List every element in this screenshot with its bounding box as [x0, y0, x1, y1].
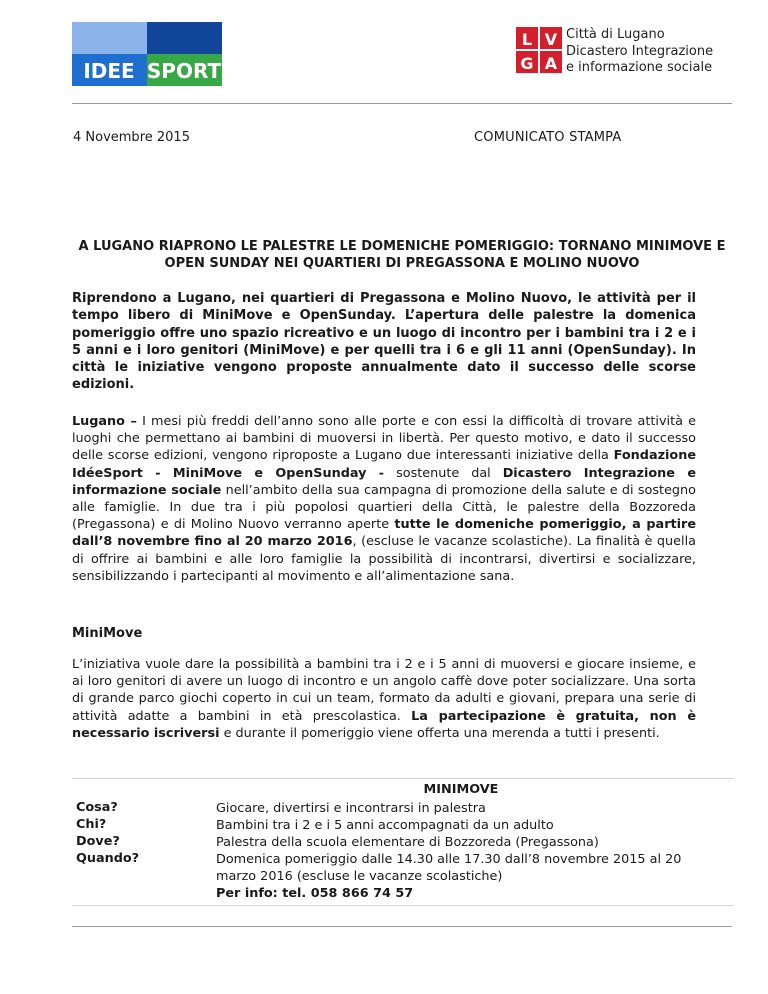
- label-where: Dove?: [76, 834, 120, 849]
- minimove-heading: MiniMove: [72, 626, 143, 641]
- svg-text:A: A: [544, 54, 558, 73]
- table-bottom-border: [72, 905, 734, 906]
- table-top-border: [72, 778, 734, 779]
- svg-text:G: G: [520, 54, 534, 73]
- idee-sport-logo: [72, 22, 222, 86]
- label-what: Cosa?: [76, 800, 118, 815]
- city-department: Città di Lugano Dicastero Integrazione e informazione sociale: [566, 27, 714, 75]
- svg-text:V: V: [544, 30, 558, 49]
- release-date: 4 Novembre 2015: [73, 130, 190, 145]
- press-title: A LUGANO RIAPRONO LE PALESTRE LE DOMENICHE POMERIGGIO: TORNANO MINIMOVE E OPEN SUNDAY NEI QUARTIERI DI PREGASSONA E MOLINO NUOVO: [78, 239, 726, 271]
- table-heading: MINIMOVE: [423, 782, 499, 797]
- value-where: Palestra della scuola elementare di Bozzoreda (Pregassona): [216, 835, 599, 850]
- release-type: COMUNICATO STAMPA: [474, 130, 622, 145]
- value-what: Giocare, divertirsi e incontrarsi in palestra: [216, 801, 486, 816]
- sport-word: SPORT: [146, 59, 222, 83]
- idee-word: IDEE: [83, 59, 135, 83]
- header-divider: [72, 103, 732, 104]
- info-phone: Per info: tel. 058 866 74 57: [216, 886, 414, 901]
- label-when: Quando?: [76, 851, 140, 866]
- svg-text:L: L: [521, 30, 533, 49]
- value-when: Domenica pomeriggio dalle 14.30 alle 17.30 dall’8 novembre 2015 al 20 marzo 2016 (escluse le vacanze scolastiche): [216, 852, 682, 885]
- lead-paragraph: Riprendono a Lugano, nei quartieri di Pregassona e Molino Nuovo, le attività per il tempo libero di MiniMove e OpenSunday. L’apertura delle palestre la domenica pomeriggio offre uno spazio ricreativo e un luogo di incontro per i bambini tra i 2 e i 5 anni e i loro genitori (MiniMove) e per quelli tra i 6 e gli 11 anni (OpenSunday). In città le iniziative vengono proposte annualmente dato il successo delle scorse edizioni.: [72, 291, 696, 393]
- value-who: Bambini tra i 2 e i 5 anni accompagnati da un adulto: [216, 818, 554, 833]
- footer-divider: [72, 926, 732, 927]
- body-paragraph: Lugano – I mesi più freddi dell’anno sono alle porte e con essi la difficoltà di trovare attività e luoghi che permettano ai bambini di muoversi in libertà. Per questo motivo, e dato il successo delle scorse edizioni, vengono riproposte a Lugano due interessanti iniziative della Fondazione IdéeSport - MiniMove e OpenSunday - sostenute dal Dicastero Integrazione e informazione sociale nell’ambito della sua campagna di promozione della salute e di sostegno alle famiglie. In due tra i più popolosi quartieri della Città, le palestre della Bozzoreda (Pregassona) e di Molino Nuovo verranno aperte tutte le domeniche pomeriggio, a partire dall’8 novembre fino al 20 marzo 2016, (escluse le vacanze scolastiche). La finalità è quella di offrire ai bambini e alle loro famiglie la possibilità di incontrarsi, divertirsi e socializzare, sensibilizzando i partecipanti al movimento e all’alimentazione sana.: [72, 414, 697, 584]
- label-who: Chi?: [76, 817, 107, 832]
- minimove-paragraph: L’iniziativa vuole dare la possibilità a bambini tra i 2 e i 5 anni di muoversi e giocare insieme, e ai loro genitori di avere un luogo di incontro e un angolo caffè dove poter socializzare. Una sorta di grande parco giochi coperto in cui un team, formato da adulti e giovani, prepara una serie di attività adatte a bambini in età prescolastica. La partecipazione è gratuita, non è necessario iscriversi e durante il pomeriggio viene offerta una merenda a tutti i presenti.: [72, 657, 697, 741]
